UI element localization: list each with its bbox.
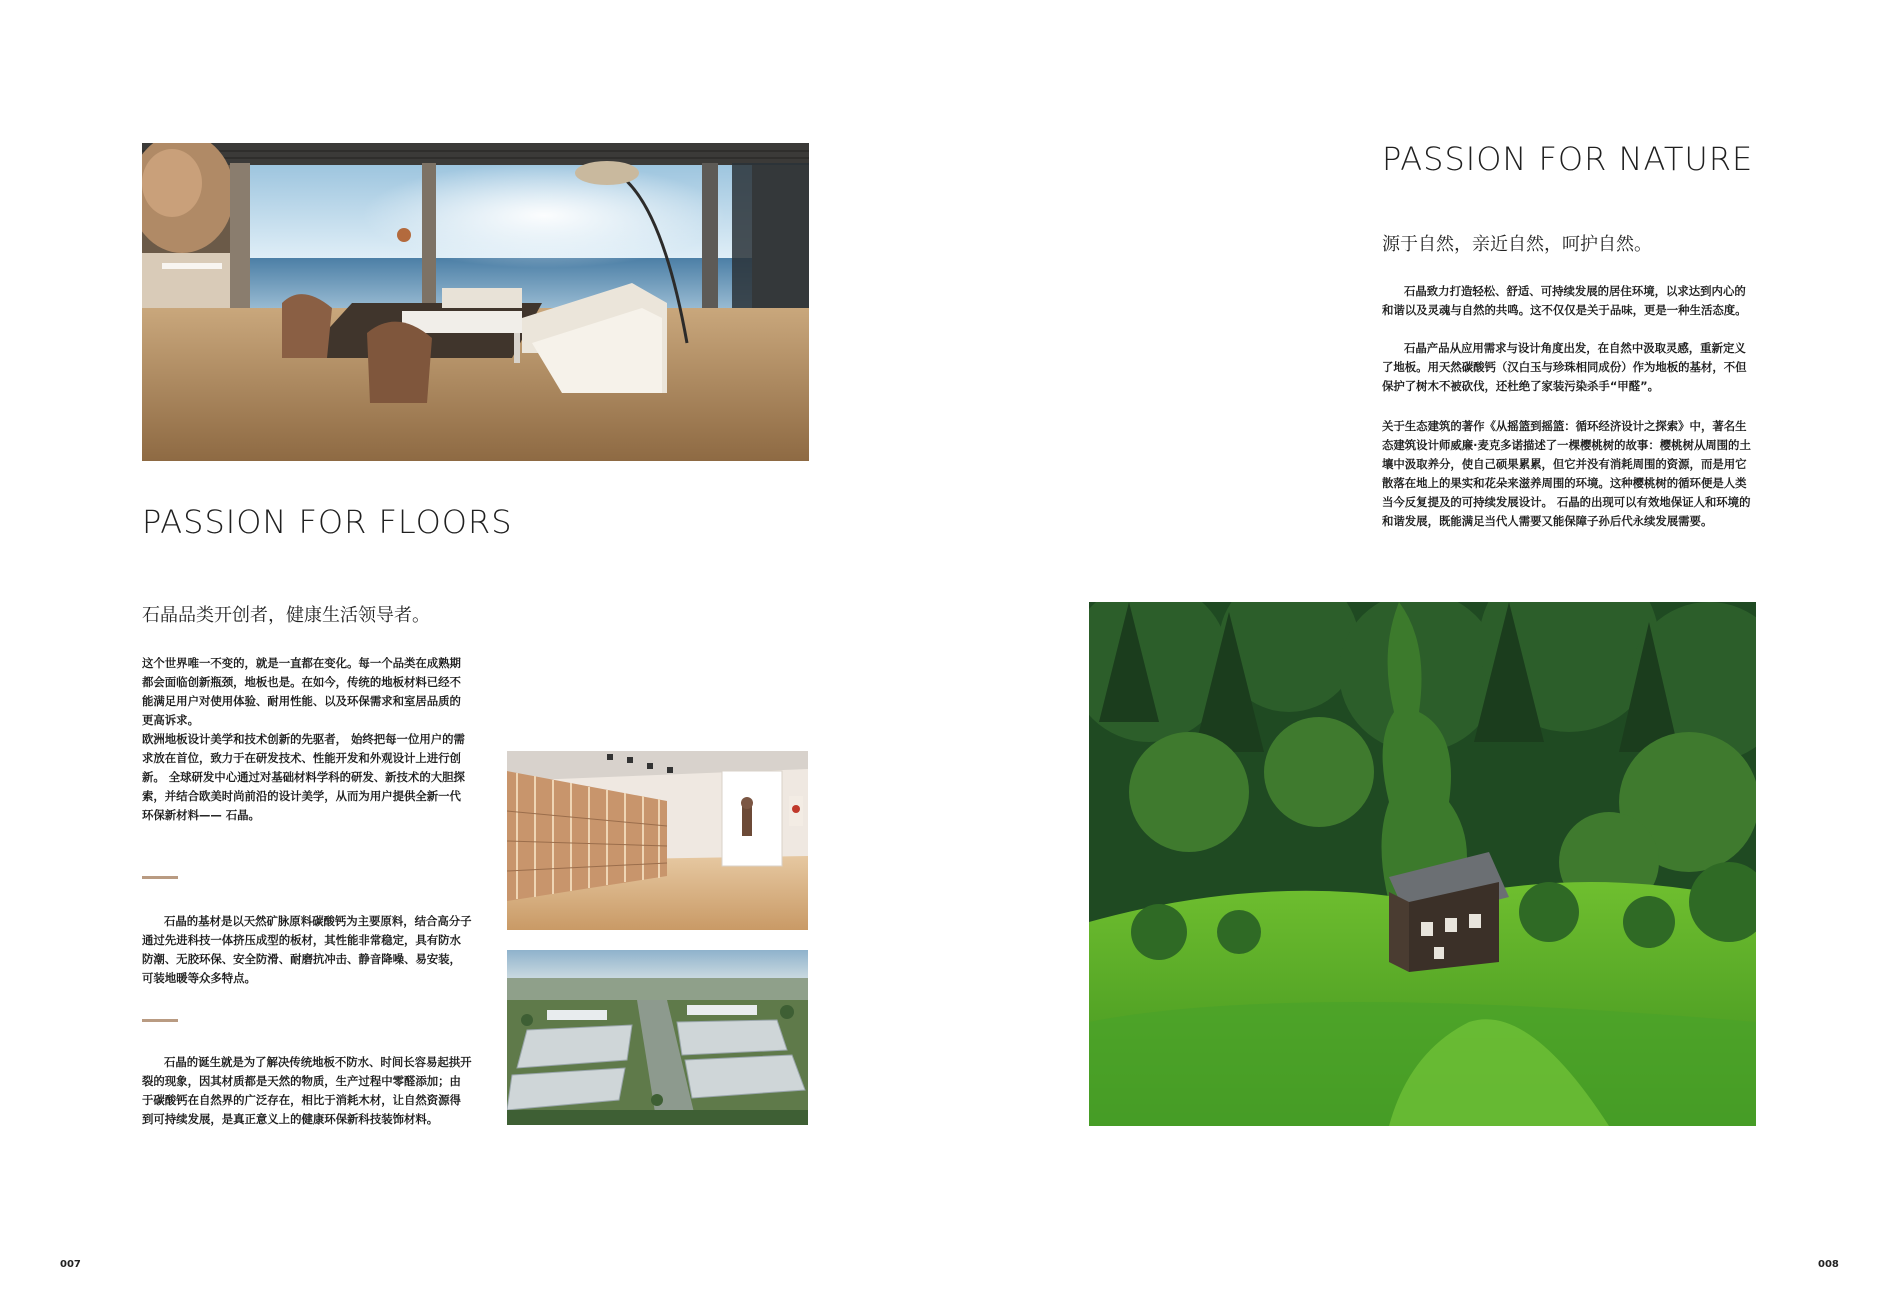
nature-paragraph-2 [1382,339,1754,396]
floors-paragraph-3 [142,912,472,988]
forest-cabin-photo [1089,602,1756,1126]
floors-paragraph-3-text: 石晶的基材是以天然矿脉原料碳酸钙为主要原料，结合高分子通过先进科技一体挤压成型的板材，其性能非常稳定，具有防水防潮、无胶环保、安全防滑、耐磨抗冲击、静音降噪、易安装，可装地暖等众多特点。 [142,914,472,985]
accent-divider-2 [142,1019,178,1022]
floors-subheading: 石晶品类开创者，健康生活领导者。 [142,605,430,626]
nature-subheading: 源于自然，亲近自然，呵护自然。 [1382,234,1652,255]
showroom-photo [507,751,808,930]
floors-paragraph-1-text: 这个世界唯一不变的，就是一直都在变化。每一个品类在成熟期都会面临创新瓶颈，地板也是。在如今，传统的地板材料已经不能满足用户对使用体验、耐用性能、以及环保需求和室居品质的更高诉求。 [142,656,461,727]
page-number-left: 007 [60,1259,81,1270]
living-room-photo [142,143,809,461]
floors-paragraph-2 [142,730,472,825]
factory-aerial-photo [507,950,808,1125]
floors-paragraph-1 [142,654,472,730]
floors-paragraph-4-text: 石晶的诞生就是为了解决传统地板不防水、时间长容易起拱开裂的现象，因其材质都是天然的物质，生产过程中零醛添加；由于碳酸钙在自然界的广泛存在，相比于消耗木材，让自然资源得到可持续发展，是真正意义上的健康环保新科技装饰材料。 [142,1055,472,1126]
page-number-right: 008 [1818,1259,1839,1270]
nature-paragraph-1-text: 石晶致力打造轻松、舒适、可持续发展的居住环境，以求达到内心的和谐以及灵魂与自然的共鸣。这不仅仅是关于品味，更是一种生活态度。 [1382,284,1747,317]
nature-heading: PASSION FOR NATURE [1382,140,1754,178]
nature-paragraph-3 [1382,417,1754,531]
floors-paragraph-4 [142,1053,472,1129]
floors-heading: PASSION FOR FLOORS [142,503,513,541]
accent-divider-1 [142,876,178,879]
nature-paragraph-3-text: 关于生态建筑的著作《从摇篮到摇篮：循环经济设计之探索》中，著名生态建筑设计师威廉·麦克多诺描述了一棵樱桃树的故事：樱桃树从周围的土壤中汲取养分，使自己硕果累累，但它并没有消耗周围的资源，而是用它散落在地上的果实和花朵来滋养周围的环境。这种樱桃树的循环便是人类当今反复提及的可持续发展设计。 石晶的出现可以有效地保证人和环境的和谐发展，既能满足当代人需要又能保障子孙后代永续发展需要。 [1382,419,1751,528]
floors-paragraph-2-text: 欧洲地板设计美学和技术创新的先驱者， 始终把每一位用户的需求放在首位，致力于在研发技术、性能开发和外观设计上进行创新。 全球研发中心通过对基础材料学科的研发、新技术的大胆探索，并结合欧美时尚前沿的设计美学，从而为用户提供全新一代环保新材料—— 石晶。 [142,732,465,822]
nature-paragraph-2-text: 石晶产品从应用需求与设计角度出发，在自然中汲取灵感，重新定义了地板。用天然碳酸钙（汉白玉与珍珠相同成份）作为地板的基材，不但保护了树木不被砍伐，还杜绝了家装污染杀手“甲醛”。 [1382,341,1747,393]
nature-paragraph-1 [1382,282,1754,320]
